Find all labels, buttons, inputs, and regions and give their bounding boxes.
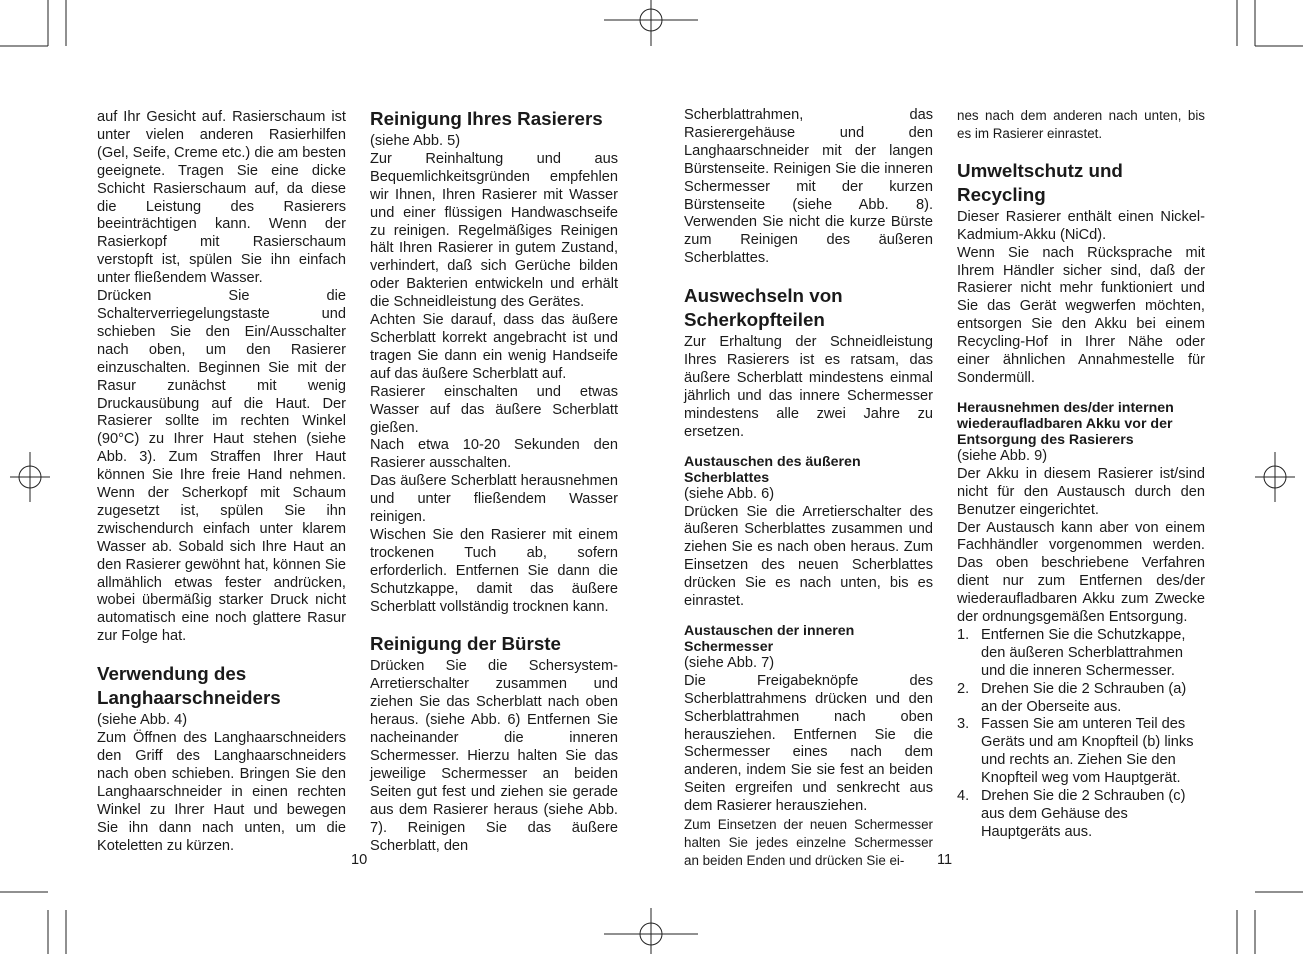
environment-paragraph-1: Dieser Rasierer enthält einen Nickel-Kadmium-Akku (NiCd). [957,208,1205,243]
step-number: 4. [957,788,970,805]
intro-paragraph: auf Ihr Gesicht auf. Rasierschaum ist unter vielen anderen Rasierhilfen (Gel, Seife, Creme etc.) die am besten geeignete. Tragen Sie eine dicke Schicht Rasierschaum auf, da diese die Leistung des Rasierers beeinträchtigen kann. Wenn der Rasierkopf mit Rasierschaum verstopft ist, spülen Sie ihn einfach unter fließendem Wasser. [97,109,347,287]
replacement-text: Zur Erhaltung der Schneidleistung Ihres Rasierers ist es ratsam, das äußere Scherblatt mindestens einmal jährlich und das innere Schermesser mindestens alle zwei Jahre zu ersetzen. [684,334,933,440]
inner-blades-continued: nes nach dem anderen nach unten, bis es im Rasierer einrastet. [957,108,1205,141]
removal-steps-list [957,627,1205,842]
step-text: Drehen Sie die 2 Schrauben (a) an der Oberseite aus. [981,680,1187,715]
heading-aeusseres-scherblatt: Austauschen des äußeren Scherblattes [684,453,861,486]
step-text: Entfernen Sie die Schutzkappe, den äußeren Scherblattrahmen und die inneren Schermesser. [981,626,1186,679]
cleaning-paragraph-6: Wischen Sie den Rasierer mit einem trockenen Tuch ab, sofern erforderlich. Entfernen Sie dann die Schutzkappe, damit das äußere Scherblatt vollständig trocknen kann. [370,526,618,615]
list-item [957,788,1205,842]
brush-cleaning-text: Drücken Sie die Schersystem-Arretierschalter zusammen und ziehen Sie das Scherblatt nach oben heraus. (siehe Abb. 6) Entfernen Sie nacheinander die inneren Schermesser. Hierzu halten Sie das jeweilige Schermesser an beiden Seiten gut fest und ziehen sie gerade aus dem Rasierer heraus (siehe Abb. 7). Reinigen Sie das äußere Scherblatt, den [370,658,618,854]
step-number: 3. [957,716,970,733]
column-3 [684,107,933,870]
column-1 [97,109,346,855]
heading-reinigung-rasierer: Reinigung Ihres Rasierers [370,108,603,129]
cleaning-paragraph-3: Rasierer einschalten und etwas Wasser auf das äußere Scherblatt gießen. [370,383,618,436]
heading-langhaarschneider: Verwendung des Langhaarschneiders [97,663,281,709]
heading-auswechseln: Auswechseln von Scherkopfteilen [684,285,843,331]
heading-innere-schermesser: Austauschen der inneren Schermesser [684,622,855,655]
cleaning-paragraph-4: Nach etwa 10-20 Sekunden den Rasierer ausschalten. [370,437,618,472]
inner-blades-text: Die Freigabeknöpfe des Scherblattrahmens drücken und den Scherblattrahmen nach oben herausziehen. Entfernen Sie die Schermesser eines nach dem anderen, indem Sie sie fest an beiden Seiten ergreifen und senkrecht aus dem Rasierer herausziehen. [684,672,933,815]
heading-umweltschutz: Umweltschutz und Recycling [957,159,1123,205]
step-number: 2. [957,680,970,697]
page-number-right: 11 [937,852,953,868]
langhaarschneider-text: Zum Öffnen des Langhaarschneiders den Griff des Langhaarschneiders nach oben schieben. Bringen Sie den Langhaarschneider in einen rechten Winkel zu Ihrer Haut und bewegen Sie ihn dann nach unten, um die Koteletten zu kürzen. [97,730,346,854]
figure-reference: (siehe Abb. 5) [370,133,461,149]
list-item [957,716,1205,788]
step-number: 1. [957,626,970,643]
cleaning-paragraph-5: Das äußere Scherblatt herausnehmen und unter fließendem Wasser reinigen. [370,473,618,526]
figure-reference: (siehe Abb. 7) [684,654,775,671]
battery-paragraph-2: Der Austausch kann aber von einem Fachhändler vorgenommen werden. Das oben beschriebene Verfahren dient nur zum Entfernen des/der wiederaufladbaren Akku zum Zwecke der ordnungsgemäßen Entsorgung. [957,519,1205,626]
shaving-instructions: Drücken Sie die Schalterverriegelungstaste und schieben Sie den Ein/Ausschalter nach oben, um den Rasierer einzuschalten. Beginnen Sie mit der Rasur zunächst mit wenig Druckausübung auf die Haut. Der Rasierer sollte im rechten Winkel (90°C) zu Ihrer Haut stehen (siehe Abb. 3). Zum Straffen Ihrer Haut können Sie Ihre freie Hand nehmen. Wenn der Scherkopf mit Schaum zugesetzt ist, spülen Sie ihn zwischendurch einfach unter klarem Wasser ab. Sobald sich Ihre Haut an den Rasierer gewöhnt hat, können Sie allmählich etwas fester andrücken, wobei übermäßig starker Druck nicht automatisch eine noch glattere Rasur zur Folge hat. [97,288,346,645]
step-text: Fassen Sie am unteren Teil des Geräts und am Knopfteil (b) links und rechts an. Ziehen Sie den Knopfteil weg vom Hauptgerät. [981,716,1194,787]
list-item [957,681,1205,717]
column-2 [370,107,618,855]
figure-reference: (siehe Abb. 4) [97,712,188,729]
outer-foil-text: Drücken Sie die Arretierschalter des äußeren Scherblattes zusammen und ziehen Sie es nach oben heraus. Zum Einsetzen des neuen Scherblattes drücken Sie es nach unten, bis es einrastet. [684,503,933,610]
figure-reference: (siehe Abb. 9) [957,447,1048,464]
cleaning-paragraph-1: Zur Reinhaltung und aus Bequemlichkeitsgründen empfehlen wir Ihnen, Ihren Rasierer mit Wasser und einer flüssigen Handwaschseife zu reinigen. Regelmäßiges Reinigen hält Ihren Rasierer in gutem Zustand, verhindert, daß sich Gerüche bilden oder Bakterien entwickeln und erhält die Schneidleistung des Gerätes. [370,150,618,311]
figure-reference: (siehe Abb. 6) [684,485,775,502]
step-text: Drehen Sie die 2 Schrauben (c) aus dem Gehäuse des Hauptgeräts aus. [981,788,1186,840]
environment-paragraph-2: Wenn Sie nach Rücksprache mit Ihrem Händler sicher sind, daß der Rasierer nicht mehr funktioniert und Sie das Gerät wegwerfen möchten, entsorgen Sie den Akku bei einem Recycling-Hof in Ihrer Nähe oder einer ähnlichen Annahmestelle für Sondermüll. [957,244,1205,386]
page-number-left: 10 [351,852,368,868]
heading-reinigung-buerste: Reinigung der Bürste [370,633,561,655]
list-item [957,627,1205,681]
inner-blades-insert-text: Zum Einsetzen der neuen Schermesser halten Sie jedes einzelne Schermesser an beiden Enden und drücken Sie ei- [684,817,933,868]
battery-paragraph-1: Der Akku in diesem Rasierer ist/sind nicht für den Austausch durch den Benutzer eingerichtet. [957,465,1205,518]
cleaning-paragraph-2: Achten Sie darauf, dass das äußere Scherblatt korrekt angebracht ist und tragen Sie dann ein wenig Handseife auf das äußere Scherblatt auf. [370,312,618,382]
column-4 [957,107,1205,842]
heading-akku-entnahme: Herausnehmen des/der internen wiederaufladbaren Akku vor der Entsorgung des Rasierers [957,399,1174,448]
brush-cleaning-continued: Scherblattrahmen, das Rasierergehäuse und den Langhaarschneider mit der langen Bürstenseite. Reinigen Sie die inneren Schermesser mit der kurzen Bürstenseite (siehe Abb. 8). Verwenden Sie nicht die kurze Bürste zum Reinigen des äußeren Scherblattes. [684,107,933,267]
